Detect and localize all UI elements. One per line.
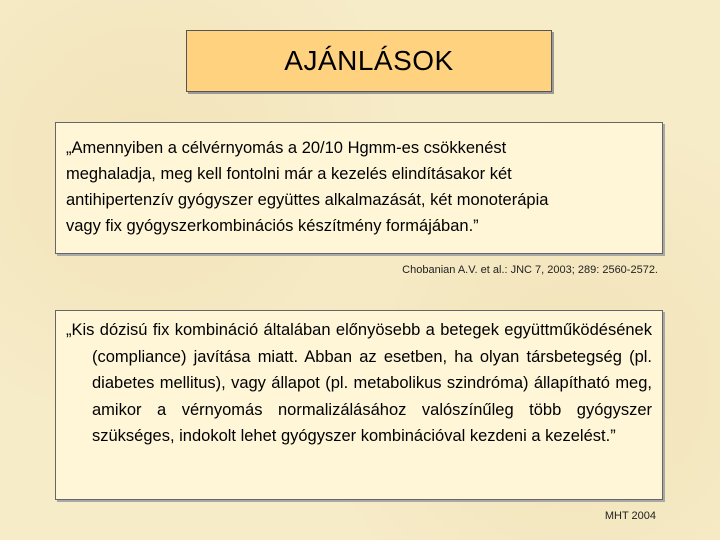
source-mht: MHT 2004 <box>604 510 656 522</box>
quote-mht-text: „Kis dózisú fix kombináció általában előnyösebb a betegek együttműködésének (compliance) javítása miatt. Abban az esetben, ha olyan társbetegség (pl. diabetes mellitus), vagy állapot (pl. metabolikus szindróma) állapítható meg, amikor a vérnyomás normalizálásához valószínűleg több gyógyszer szükséges, indokolt lehet gyógyszer kombinációval kezdeni a kezelést.” <box>66 321 652 445</box>
quote-line: vagy fix gyógyszerkombinációs készítmény formájában.” <box>66 217 479 235</box>
quote-line: meghaladja, meg kell fontolni már a kezelés elindításakor két <box>66 165 512 183</box>
citation-jnc7: Chobanian A.V. et al.: JNC 7, 2003; 289: 2560-2572. <box>402 264 658 276</box>
quote-line: antihipertenzív gyógyszer együttes alkalmazását, két monoterápia <box>66 191 549 209</box>
slide-title-text: AJÁNLÁSOK <box>284 45 454 76</box>
quote-jnc7 <box>55 122 663 254</box>
slide-title <box>186 30 552 92</box>
quote-mht <box>55 310 663 500</box>
quote-line: „Amennyiben a célvérnyomás a 20/10 Hgmm-es csökkenést <box>66 139 507 157</box>
